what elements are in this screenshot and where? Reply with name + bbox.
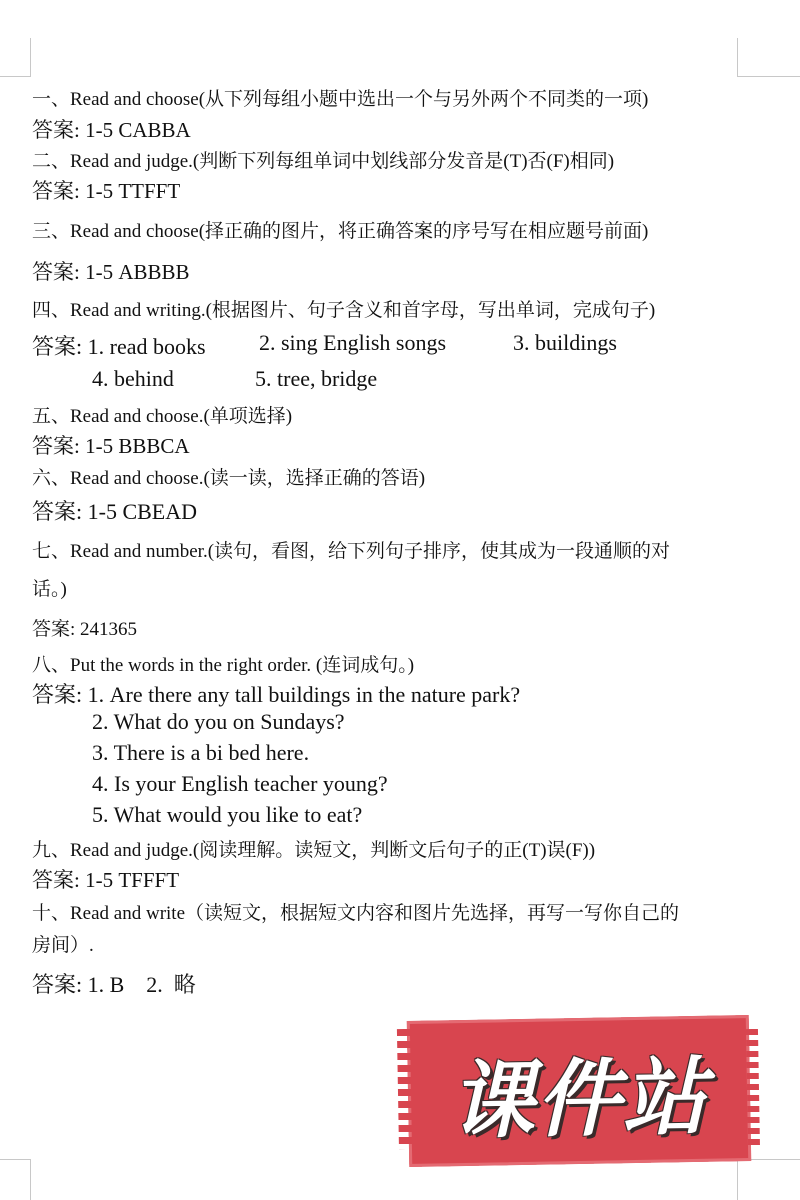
page-corner-top-left bbox=[0, 38, 31, 77]
section-7-question-line-2: 话。) bbox=[32, 579, 67, 600]
section-10-answer: 答案: 1. B 2. 略 bbox=[32, 972, 196, 997]
section-5-answer: 答案: 1-5 BBBCA bbox=[32, 434, 190, 458]
section-4-answer-4: 4. behind bbox=[92, 366, 174, 391]
section-8-answer-1: 答案: 1. Are there any tall buildings in the nature park? bbox=[32, 682, 521, 707]
logo-text: 课件站 bbox=[449, 1047, 709, 1151]
section-4-question: 四、Read and writing.(根据图片、句子含义和首字母，写出单词，完成句子) bbox=[32, 300, 656, 321]
page-corner-top-right bbox=[737, 38, 800, 77]
section-1-answer: 答案: 1-5 CABBA bbox=[32, 118, 191, 142]
section-6-answer: 答案: 1-5 CBEAD bbox=[32, 499, 198, 524]
section-2-question: 二、Read and judge.(判断下列每组单词中划线部分发音是(T)否(F)相同) bbox=[32, 151, 615, 172]
section-4-answer-5: 5. tree, bridge bbox=[255, 366, 378, 391]
section-8-answer-5: 5. What would you like to eat? bbox=[92, 802, 363, 827]
section-10-question-line-2: 房间）. bbox=[32, 935, 94, 956]
section-9-question: 九、Read and judge.(阅读理解。读短文，判断文后句子的正(T)误(F)) bbox=[32, 840, 596, 861]
watermark-logo bbox=[407, 1015, 751, 1167]
section-8-answer-3: 3. There is a bi bed here. bbox=[92, 740, 310, 765]
section-1-question: 一、Read and choose(从下列每组小题中选出一个与另外两个不同类的一项) bbox=[32, 89, 649, 110]
section-7-answer: 答案: 241365 bbox=[32, 619, 138, 640]
section-4-answer-3: 3. buildings bbox=[513, 330, 617, 355]
section-9-answer: 答案: 1-5 TFFFT bbox=[32, 868, 180, 892]
section-3-question: 三、Read and choose(择正确的图片，将正确答案的序号写在相应题号前面) bbox=[32, 221, 649, 242]
section-4-answer-2: 2. sing English songs bbox=[259, 330, 447, 355]
section-4-answer-1: 答案: 1. read books bbox=[32, 334, 206, 359]
section-10-question-line-1: 十、Read and write（读短文，根据短文内容和图片先选择，再写一写你自己的 bbox=[32, 903, 680, 924]
section-8-question: 八、Put the words in the right order. (连词成句。) bbox=[32, 655, 415, 676]
section-2-answer: 答案: 1-5 TTFFT bbox=[32, 179, 181, 203]
page-corner-bottom-left bbox=[0, 1159, 31, 1200]
page-corner-bottom-right bbox=[737, 1159, 800, 1200]
section-3-answer: 答案: 1-5 ABBBB bbox=[32, 260, 190, 284]
section-6-question: 六、Read and choose.(读一读，选择正确的答语) bbox=[32, 468, 426, 489]
section-7-question-line-1: 七、Read and number.(读句，看图，给下列句子排序，使其成为一段通顺的对 bbox=[32, 541, 671, 562]
section-8-answer-2: 2. What do you on Sundays? bbox=[92, 709, 345, 734]
section-8-answer-4: 4. Is your English teacher young? bbox=[92, 771, 388, 796]
section-5-question: 五、Read and choose.(单项选择) bbox=[32, 406, 293, 427]
